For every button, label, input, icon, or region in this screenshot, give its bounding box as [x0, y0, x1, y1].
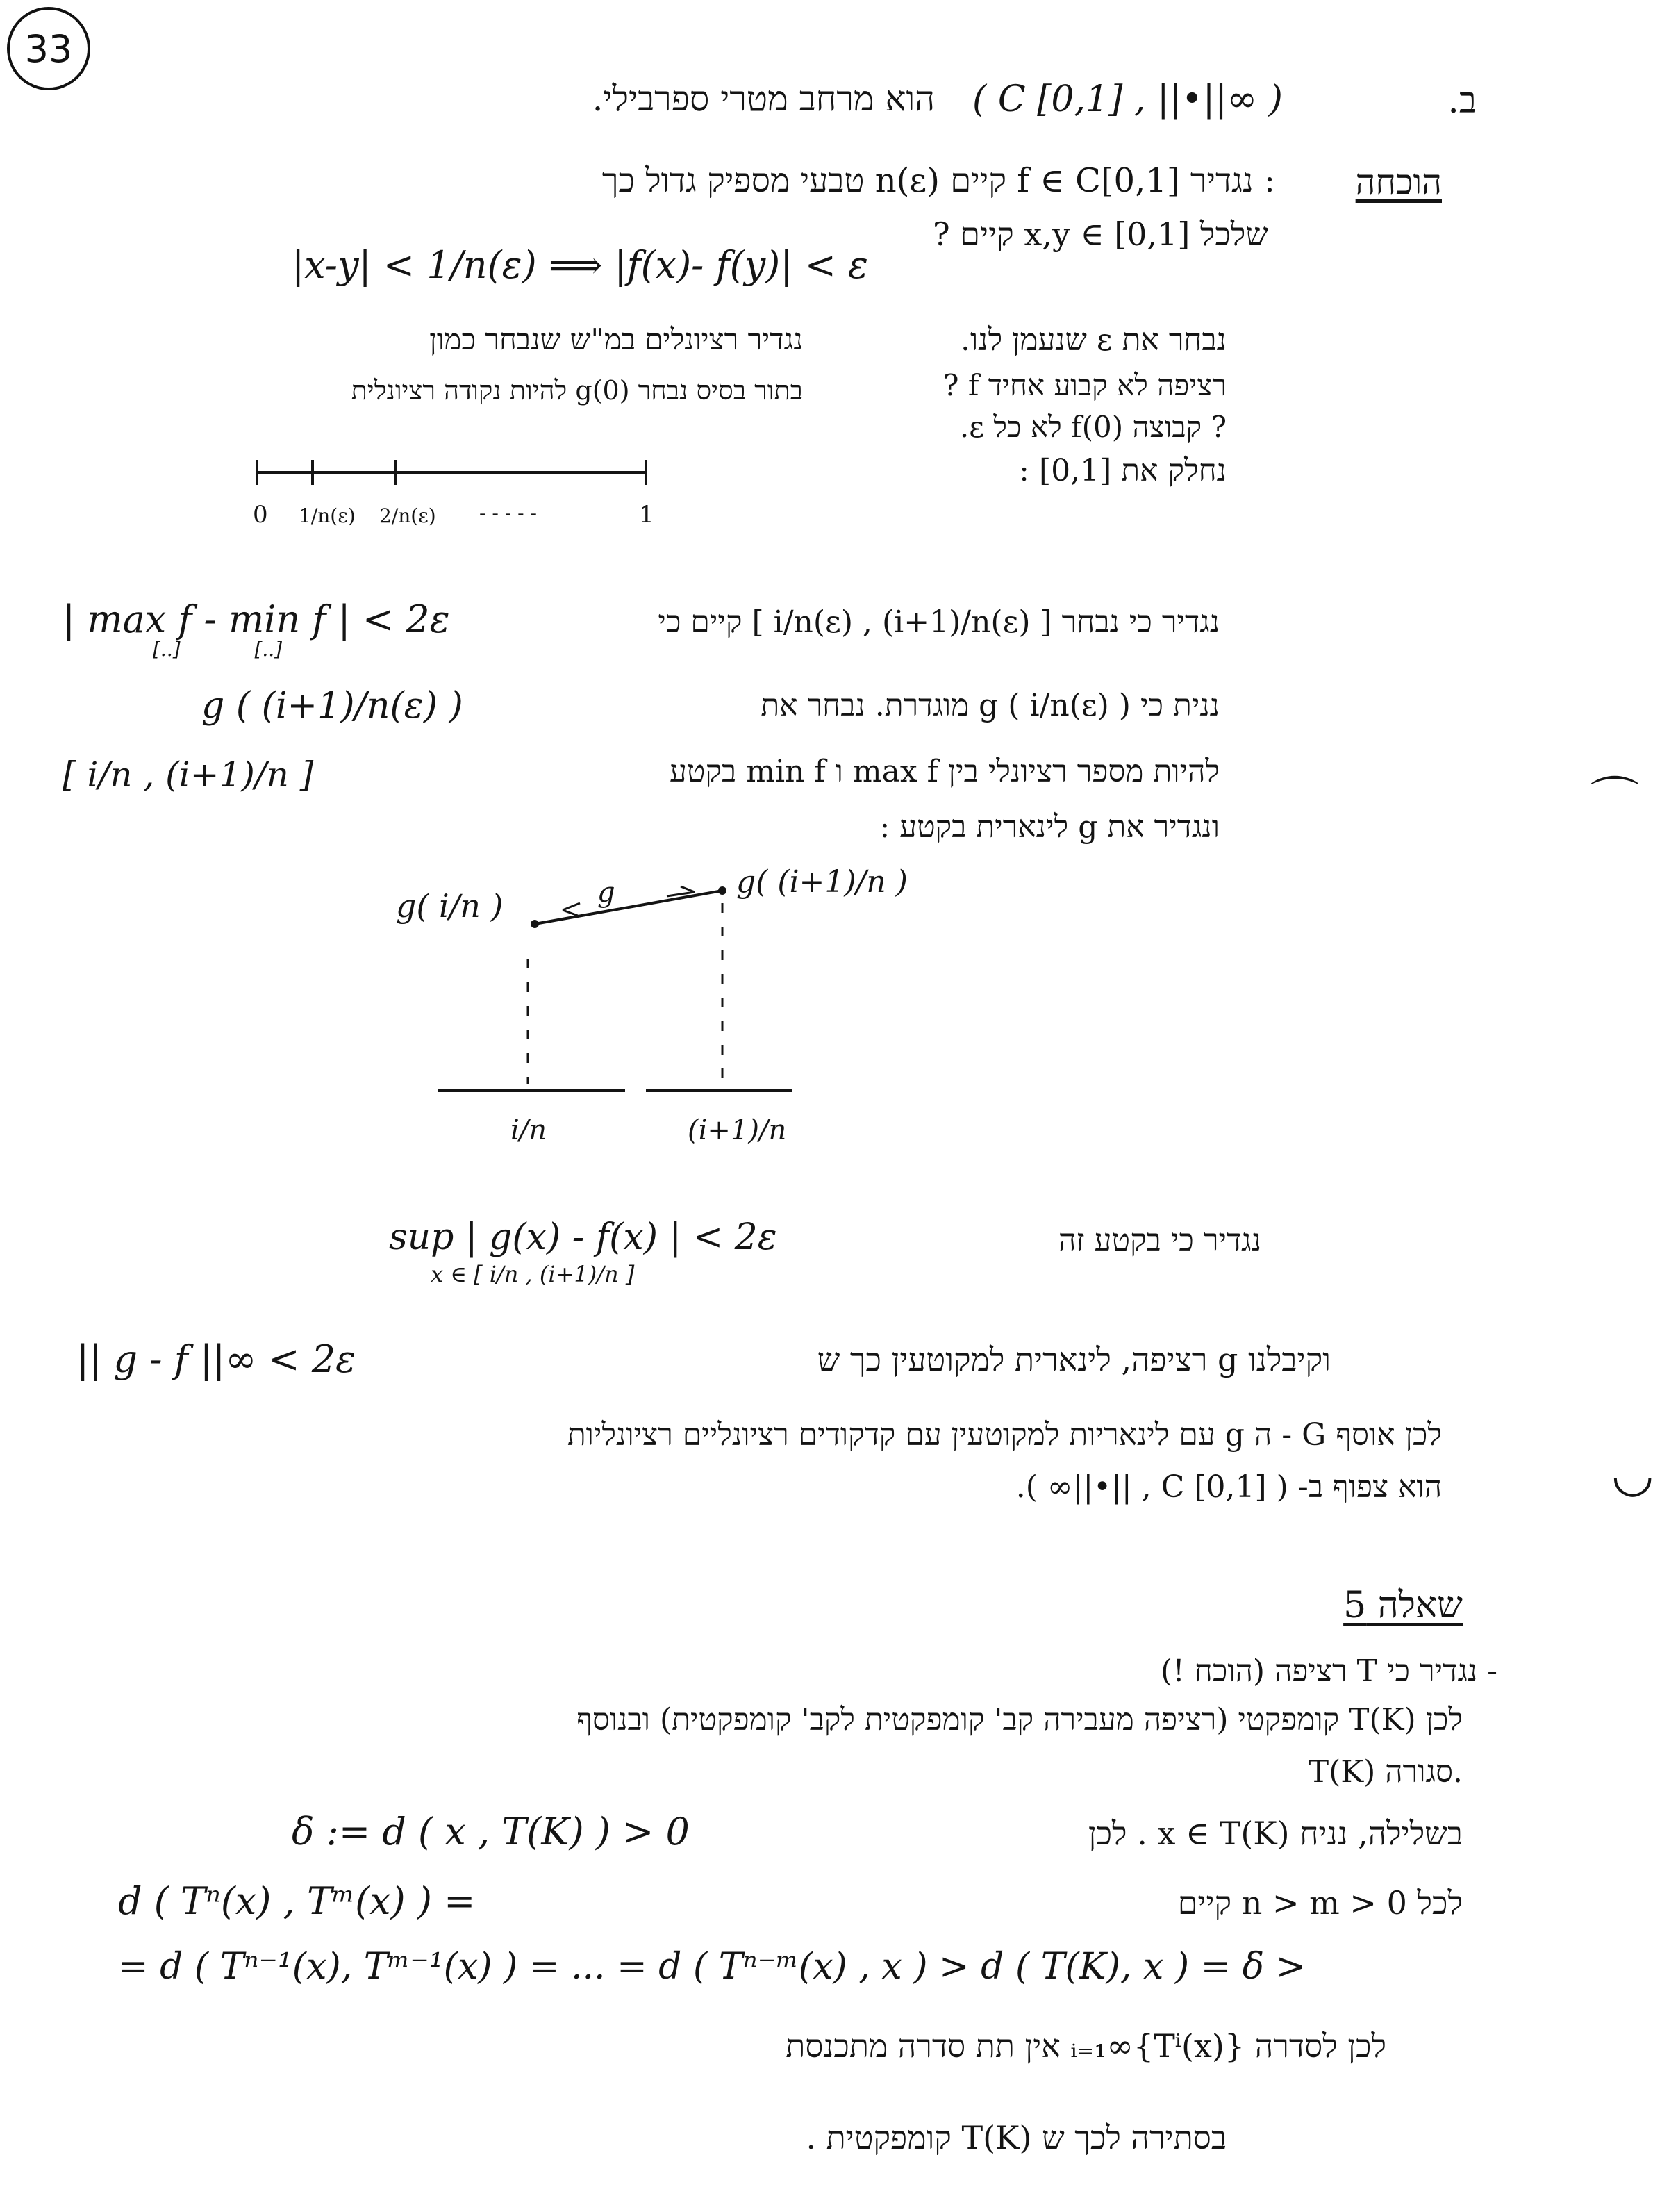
- diagram-left-arrow: [563, 903, 580, 916]
- side-mark-2: ◡: [1611, 1446, 1654, 1503]
- side-mark-1: ⌒: [1590, 772, 1639, 829]
- q5-line-4-math: δ := d ( x , T(K) ) > 0: [292, 1810, 690, 1854]
- q4-para-left-2: ? f רציפה לא קבוע אחיד: [943, 368, 1227, 402]
- diagram-segment: [535, 891, 722, 924]
- q4-line-c-math: [ i/n , (i+1)/n ]: [63, 754, 314, 795]
- q4-para-left-1: נבחר את ε שנעמן לנו.: [961, 322, 1227, 358]
- q5-line-7: לכן לסדרה {Tⁱ(x)}∞ᵢ₌₁ אין תת סדרה מתכנסת: [786, 2027, 1386, 2065]
- interval-partition-sketch: [250, 445, 681, 549]
- q4-line-a-text: נגדיר כי נבחר [ i/n(ε) , (i+1)/n(ε) ] קיים כי: [658, 604, 1220, 640]
- q4-conclusion-2: הוא צפוף ב- ( C [0,1] , ||•||∞ ).: [1015, 1469, 1442, 1505]
- q5-line-2: לכן T(K) קומפקטי (רציפה מעבירה קב' קומפקטית לקב' קומפקטית) ובנוסף: [576, 1702, 1463, 1738]
- diagram-left-tick: i/n: [510, 1114, 547, 1146]
- q4-conclusion-1: לכן אוסף G - ה g עם לינאריות למקוטעין עם קדקודים רציונליים רציונליות: [567, 1417, 1442, 1453]
- q4-uniform-continuity: |x-y| < 1/n(ε) ⟹ |f(x)- f(y)| < ε: [292, 243, 868, 287]
- page-number: 33: [24, 26, 73, 71]
- q5-title: שאלה 5: [1343, 1585, 1463, 1626]
- q5-line-4-text: בשלילה, נניח x ∈ T(K) . לכן: [1088, 1815, 1463, 1852]
- diagram-right-point: [718, 886, 726, 895]
- q4-line-d-text: ונגדיר את g לינארית בקטע :: [879, 809, 1220, 845]
- q4-sup-text: נגדיר כי בקטע זה: [1058, 1223, 1261, 1258]
- q4-line-c-text: להיות מספר רציונלי בין max f ו min f בקטע: [670, 754, 1220, 789]
- page-number-circle: [7, 7, 90, 90]
- q4-g-rational-text: וקיבלנו g רציפה, לינארית למקוטעין כך ש: [817, 1341, 1331, 1378]
- q4-sup-math: sup | g(x) - f(x) | < 2ε: [389, 1216, 777, 1258]
- diagram-right-tick: (i+1)/n: [688, 1114, 787, 1146]
- q4-line-a-sub: [..] [..]: [153, 638, 283, 661]
- interval-label-0: 0: [253, 501, 268, 529]
- q4-hint-text-2: שלכל x,y ∈ [0,1] קיים ?: [933, 215, 1268, 253]
- q4-hint-label: הוכחה: [1355, 162, 1442, 202]
- linear-interpolation-diagram: [389, 861, 908, 1209]
- diagram-left-point: [531, 920, 539, 928]
- q4-hint-text: : נגדיר f ∈ C[0,1] קיים n(ε) טבעי מספיק גדול כך: [601, 161, 1275, 200]
- q4-statement-text: הוא מרחב מטרי ספרבילי.: [592, 79, 935, 119]
- diagram-arrow-label: g: [597, 877, 615, 909]
- diagram-right-arrow: [667, 886, 695, 896]
- q5-line-8: בסתירה לכך ש T(K) קומפקטית .: [806, 2119, 1227, 2156]
- q5-line-3: T(K) סגורה.: [1308, 1754, 1463, 1790]
- diagram-left-label: g( i/n ): [396, 887, 504, 925]
- q5-line-1: - נגדיר כי T רציפה (הוכח !): [1160, 1653, 1497, 1689]
- q4-sup-sub: x ∈ [ i/n , (i+1)/n ]: [431, 1261, 635, 1287]
- q5-line-5-math: d ( Tⁿ(x) , Tᵐ(x) ) =: [118, 1879, 476, 1923]
- q4-para-right-2: בתור בסיס נבחר g(0) להיות נקודה רציונלית: [351, 375, 803, 406]
- diagram-right-label: g( (i+1)/n ): [736, 864, 908, 900]
- q5-line-6-math: = d ( Tⁿ⁻¹(x), Tᵐ⁻¹(x) ) = ... = d ( Tⁿ⁻ᵐ(x) , x ) > d ( T(K), x ) = δ >: [118, 1946, 1306, 1988]
- q4-para-left-4: נחלק את [0,1] :: [1019, 453, 1227, 488]
- q4-para-left-3: ? קבוצה f(0) לא כל ε.: [959, 410, 1227, 444]
- q4-para-right-1: נגדיר רציונלים במ"ש שנבחר כמון: [429, 322, 803, 356]
- q5-line-5-text: לכל n > m > 0 קיים: [1177, 1884, 1463, 1922]
- interval-label-1: 1/n(ε): [299, 504, 356, 527]
- interval-label-1-end: 1: [639, 501, 654, 529]
- q4-g-rational-math: || g - f ||∞ < 2ε: [76, 1337, 356, 1381]
- q4-line-a-math: | max f - min f | < 2ε: [63, 597, 450, 641]
- q4-statement-math: ( C [0,1] , ||•||∞ ): [972, 79, 1283, 120]
- q4-line-b-text: ננית כי g ( i/n(ε) ) מוגדרת. נבחר את: [761, 688, 1220, 723]
- q4-line-b-math: g ( (i+1)/n(ε) ): [201, 685, 463, 727]
- q4-item-label: ב.: [1447, 80, 1477, 122]
- interval-label-2: 2/n(ε): [379, 504, 436, 527]
- interval-label-dots: - - - - -: [479, 502, 537, 525]
